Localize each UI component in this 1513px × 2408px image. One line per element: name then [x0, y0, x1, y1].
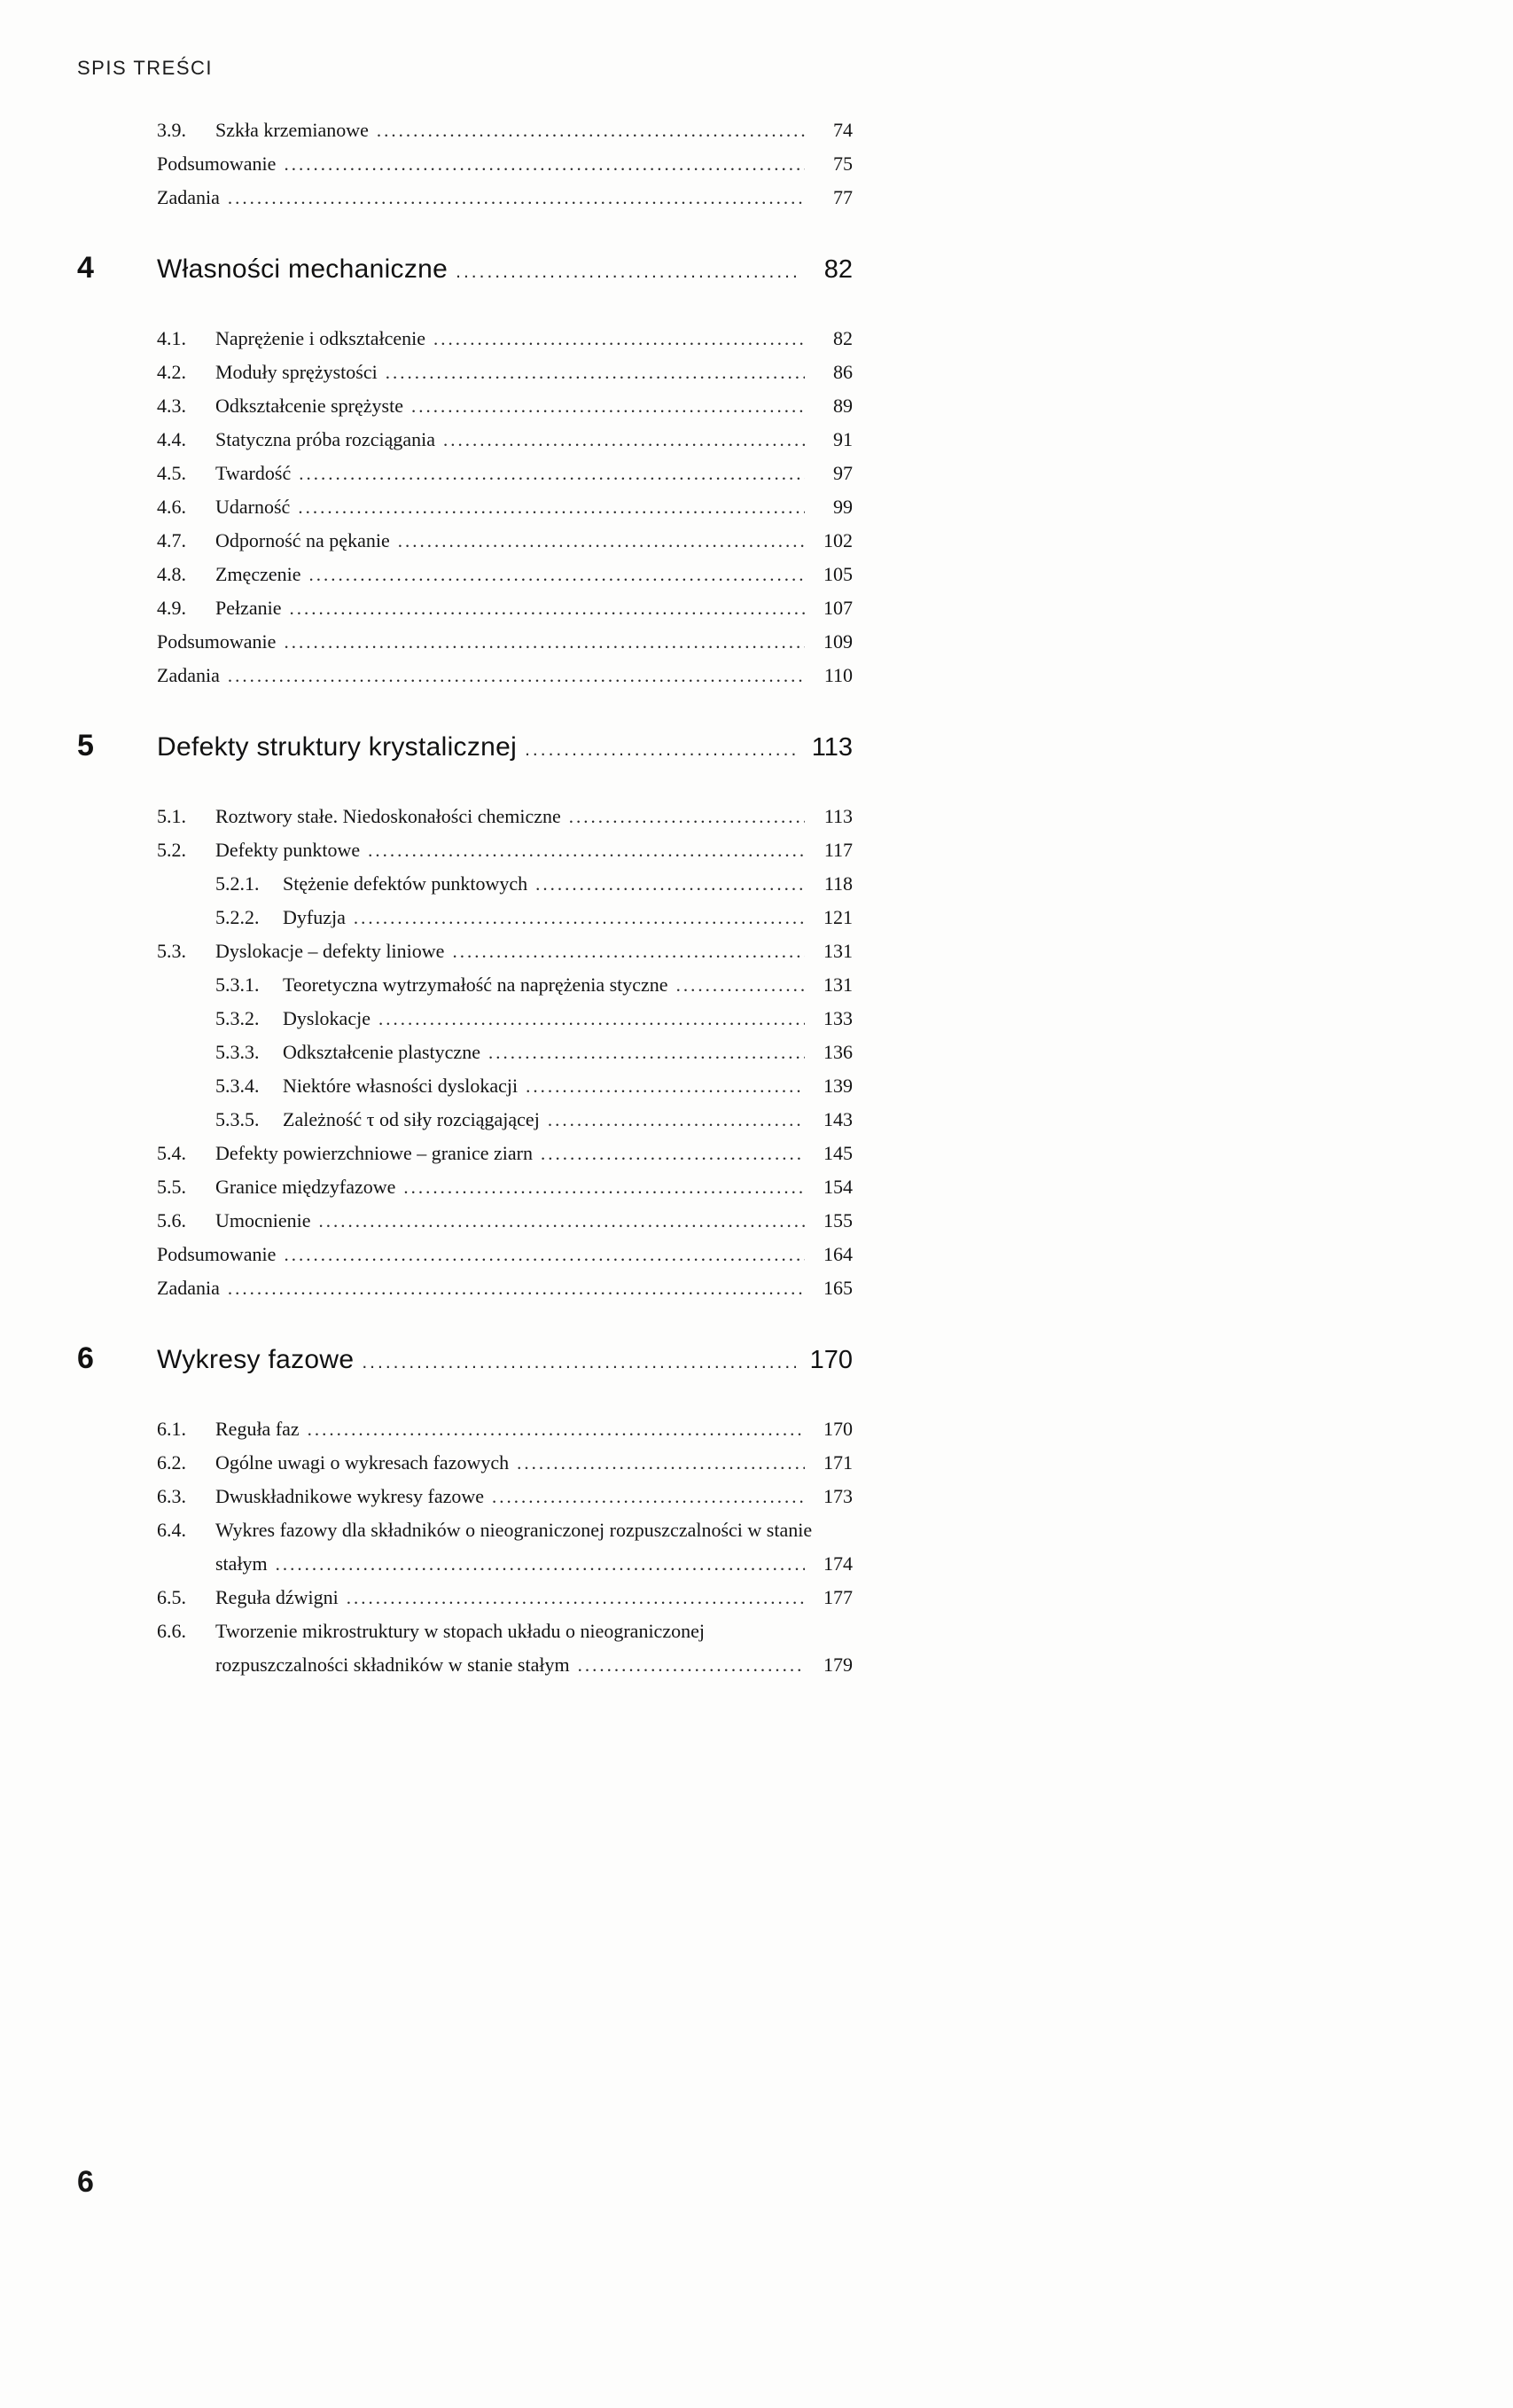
toc-entry-row [77, 1412, 853, 1446]
entry-number: 4.9. [157, 597, 186, 619]
dotted-leader [284, 625, 805, 659]
entry-title: rozpuszczalności składników w stanie stałym [215, 1654, 570, 1676]
entry-page-number: 177 [823, 1586, 853, 1608]
dotted-leader [569, 800, 805, 833]
dotted-leader [377, 113, 805, 147]
entry-page-number: 133 [823, 1007, 853, 1029]
entry-page-number: 77 [833, 186, 853, 208]
chapter-title: Wykresy fazowe [157, 1345, 355, 1374]
entry-page-number: 82 [833, 327, 853, 349]
dotted-leader [276, 1547, 805, 1581]
entry-number: 4.8. [157, 563, 186, 585]
dotted-leader [578, 1648, 805, 1682]
toc-entry-row [77, 625, 853, 659]
dotted-leader [398, 524, 805, 558]
entry-title: Twardość [215, 462, 292, 484]
toc-entry-row [77, 1581, 853, 1614]
dotted-leader [526, 1069, 805, 1103]
entry-title: Stężenie defektów punktowych [283, 872, 528, 895]
toc-entry-row [77, 1271, 853, 1305]
dotted-leader [403, 1170, 805, 1204]
entry-number: 5.3.1. [215, 973, 260, 996]
dotted-leader [386, 356, 805, 389]
entry-title: Zadania [157, 664, 220, 686]
entry-title: Zadania [157, 1277, 220, 1299]
entry-number: 4.7. [157, 529, 186, 551]
entry-page-number: 121 [823, 906, 853, 928]
entry-number: 5.3.4. [215, 1075, 260, 1097]
entry-title: Defekty powierzchniowe – granice ziarn [215, 1142, 533, 1164]
entry-title: Dyslokacje [283, 1007, 370, 1029]
toc-entry-row [77, 356, 853, 389]
chapter-title: Własności mechaniczne [157, 254, 448, 284]
dotted-leader [488, 1036, 805, 1069]
entry-title: Granice międzyfazowe [215, 1176, 396, 1198]
entry-title: Podsumowanie [157, 1243, 277, 1265]
entry-title: Defekty punktowe [215, 839, 361, 861]
toc-entry-row [77, 800, 853, 833]
entry-number: 5.3. [157, 940, 186, 962]
dotted-leader [548, 1103, 805, 1137]
toc-entry-row [77, 1002, 853, 1036]
toc-entry-row [77, 833, 853, 867]
dotted-leader [284, 147, 805, 181]
entry-page-number: 179 [823, 1654, 853, 1676]
entry-number: 3.9. [157, 119, 186, 141]
entry-title: Odporność na pękanie [215, 529, 390, 551]
dotted-leader [284, 1238, 805, 1271]
entry-number: 6.1. [157, 1418, 186, 1440]
entry-number: 5.1. [157, 805, 186, 827]
entry-number: 5.3.3. [215, 1041, 260, 1063]
dotted-leader [319, 1204, 805, 1238]
dotted-leader [443, 423, 805, 457]
entry-title: Udarność [215, 496, 291, 518]
dotted-leader [492, 1480, 805, 1513]
entry-title: Pełzanie [215, 597, 282, 619]
entry-number: 6.2. [157, 1451, 186, 1474]
dotted-leader [676, 968, 805, 1002]
toc-entry-row [77, 1204, 853, 1238]
entry-number: 5.2.1. [215, 872, 260, 895]
entry-title: Zadania [157, 186, 220, 208]
entry-title: Umocnienie [215, 1209, 311, 1231]
page-number-footer: 6 [77, 2165, 94, 2199]
entry-title: Odkształcenie sprężyste [215, 395, 403, 417]
toc-chapter-row [77, 245, 853, 295]
entry-title: Roztwory stałe. Niedoskonałości chemiczne [215, 805, 561, 827]
entry-page-number: 107 [823, 597, 853, 619]
toc-entry-row [77, 1170, 853, 1204]
entry-page-number: 171 [823, 1451, 853, 1474]
dotted-leader [228, 659, 805, 692]
dotted-leader [228, 1271, 805, 1305]
toc-entry-row [77, 1036, 853, 1069]
toc-entry-row [77, 457, 853, 490]
entry-page-number: 136 [823, 1041, 853, 1063]
entry-page-number: 102 [823, 529, 853, 551]
entry-page-number: 109 [823, 630, 853, 653]
dotted-leader [517, 1446, 805, 1480]
entry-number: 4.1. [157, 327, 186, 349]
entry-title: Szkła krzemianowe [215, 119, 369, 141]
chapter-number: 6 [77, 1341, 94, 1375]
entry-number: 4.6. [157, 496, 186, 518]
toc-entry-row [77, 147, 853, 181]
toc-entry-row [77, 867, 853, 901]
toc-entry-row [77, 659, 853, 692]
entry-title: Wykres fazowy dla składników o nieograniczonej rozpuszczalności w stanie [215, 1519, 813, 1541]
toc-entry-row [77, 1103, 853, 1137]
toc-entry-row [77, 1513, 853, 1547]
dotted-leader [535, 867, 805, 901]
entry-title: Reguła dźwigni [215, 1586, 339, 1608]
entry-title: Dwuskładnikowe wykresy fazowe [215, 1485, 485, 1507]
entry-page-number: 89 [833, 395, 853, 417]
toc-entry-row [77, 1648, 853, 1682]
entry-page-number: 74 [833, 119, 853, 141]
chapter-title: Defekty struktury krystalicznej [157, 732, 518, 762]
entry-page-number: 110 [823, 664, 853, 686]
entry-number: 5.2. [157, 839, 186, 861]
entry-page-number: 97 [833, 462, 853, 484]
dotted-leader [354, 901, 805, 934]
entry-number: 6.5. [157, 1586, 186, 1608]
chapter-page-number: 113 [811, 733, 853, 762]
dotted-leader [299, 457, 805, 490]
toc-entry-row [77, 490, 853, 524]
entry-page-number: 155 [823, 1209, 853, 1231]
entry-page-number: 113 [823, 805, 853, 827]
entry-page-number: 118 [823, 872, 853, 895]
entry-number: 4.5. [157, 462, 186, 484]
toc-entry-row [77, 1547, 853, 1581]
dotted-leader [433, 322, 805, 356]
chapter-number: 5 [77, 729, 94, 762]
toc-list [77, 113, 853, 1682]
toc-entry-row [77, 1614, 853, 1648]
toc-entry-row [77, 901, 853, 934]
toc-entry-row [77, 591, 853, 625]
entry-page-number: 165 [823, 1277, 853, 1299]
entry-title: Niektóre własności dyslokacji [283, 1075, 519, 1097]
entry-title: Zależność τ od siły rozciągającej [283, 1108, 540, 1130]
entry-page-number: 174 [823, 1552, 853, 1575]
entry-number: 4.2. [157, 361, 186, 383]
entry-number: 4.3. [157, 395, 186, 417]
entry-page-number: 99 [833, 496, 853, 518]
entry-page-number: 131 [823, 940, 853, 962]
entry-number: 6.4. [157, 1519, 186, 1541]
entry-page-number: 170 [823, 1418, 853, 1440]
toc-entry-row [77, 1446, 853, 1480]
toc-chapter-row [77, 723, 853, 773]
entry-title: Dyfuzja [283, 906, 346, 928]
entry-title: Odkształcenie plastyczne [283, 1041, 480, 1063]
toc-entry-row [77, 389, 853, 423]
entry-number: 6.3. [157, 1485, 186, 1507]
entry-number: 5.5. [157, 1176, 186, 1198]
entry-page-number: 164 [823, 1243, 853, 1265]
toc-entry-row [77, 423, 853, 457]
entry-title: Statyczna próba rozciągania [215, 428, 435, 450]
chapter-number: 4 [77, 251, 94, 285]
entry-page-number: 145 [823, 1142, 853, 1164]
entry-number: 5.6. [157, 1209, 186, 1231]
toc-entry-row [77, 181, 853, 215]
entry-title: Podsumowanie [157, 152, 277, 175]
entry-title: Dyslokacje – defekty liniowe [215, 940, 445, 962]
entry-page-number: 139 [823, 1075, 853, 1097]
entry-page-number: 91 [833, 428, 853, 450]
entry-title: Podsumowanie [157, 630, 277, 653]
dotted-leader [368, 833, 805, 867]
entry-title: Naprężenie i odkształcenie [215, 327, 425, 349]
toc-entry-row [77, 1137, 853, 1170]
toc-chapter-row [77, 1335, 853, 1386]
dotted-leader [525, 727, 796, 773]
dotted-leader [378, 1002, 805, 1036]
entry-title: Reguła faz [215, 1418, 300, 1440]
entry-page-number: 131 [823, 973, 853, 996]
entry-number: 4.4. [157, 428, 186, 450]
dotted-leader [452, 934, 805, 968]
toc-entry-row [77, 934, 853, 968]
entry-title: Tworzenie mikrostruktury w stopach układu o nieograniczonej [215, 1620, 705, 1642]
toc-entry-row [77, 1238, 853, 1271]
entry-page-number: 75 [833, 152, 853, 175]
entry-page-number: 173 [823, 1485, 853, 1507]
toc-entry-row [77, 322, 853, 356]
entry-title: stałym [215, 1552, 268, 1575]
dotted-leader [411, 389, 805, 423]
entry-page-number: 154 [823, 1176, 853, 1198]
entry-number: 5.3.2. [215, 1007, 260, 1029]
entry-page-number: 143 [823, 1108, 853, 1130]
entry-number: 5.2.2. [215, 906, 260, 928]
entry-page-number: 105 [823, 563, 853, 585]
dotted-leader [308, 1412, 805, 1446]
entry-title: Ogólne uwagi o wykresach fazowych [215, 1451, 510, 1474]
toc-entry-row [77, 968, 853, 1002]
entry-title: Teoretyczna wytrzymałość na naprężenia styczne [283, 973, 668, 996]
toc-header: SPIS TREŚCI [77, 57, 214, 79]
toc-entry-row [77, 558, 853, 591]
toc-entry-row [77, 1069, 853, 1103]
dotted-leader [290, 591, 805, 625]
dotted-leader [541, 1137, 805, 1170]
toc-entry-row [77, 113, 853, 147]
dotted-leader [228, 181, 805, 215]
entry-number: 5.3.5. [215, 1108, 260, 1130]
dotted-leader [309, 558, 806, 591]
entry-page-number: 117 [823, 839, 853, 861]
dotted-leader [456, 249, 796, 295]
toc-entry-row [77, 524, 853, 558]
entry-number: 5.4. [157, 1142, 186, 1164]
dotted-leader [362, 1340, 796, 1386]
toc-entry-row [77, 1480, 853, 1513]
entry-title: Zmęczenie [215, 563, 301, 585]
chapter-page-number: 170 [809, 1346, 853, 1374]
dotted-leader [298, 490, 805, 524]
entry-number: 6.6. [157, 1620, 186, 1642]
entry-page-number: 86 [833, 361, 853, 383]
chapter-page-number: 82 [823, 255, 853, 284]
dotted-leader [347, 1581, 805, 1614]
entry-title: Moduły sprężystości [215, 361, 378, 383]
